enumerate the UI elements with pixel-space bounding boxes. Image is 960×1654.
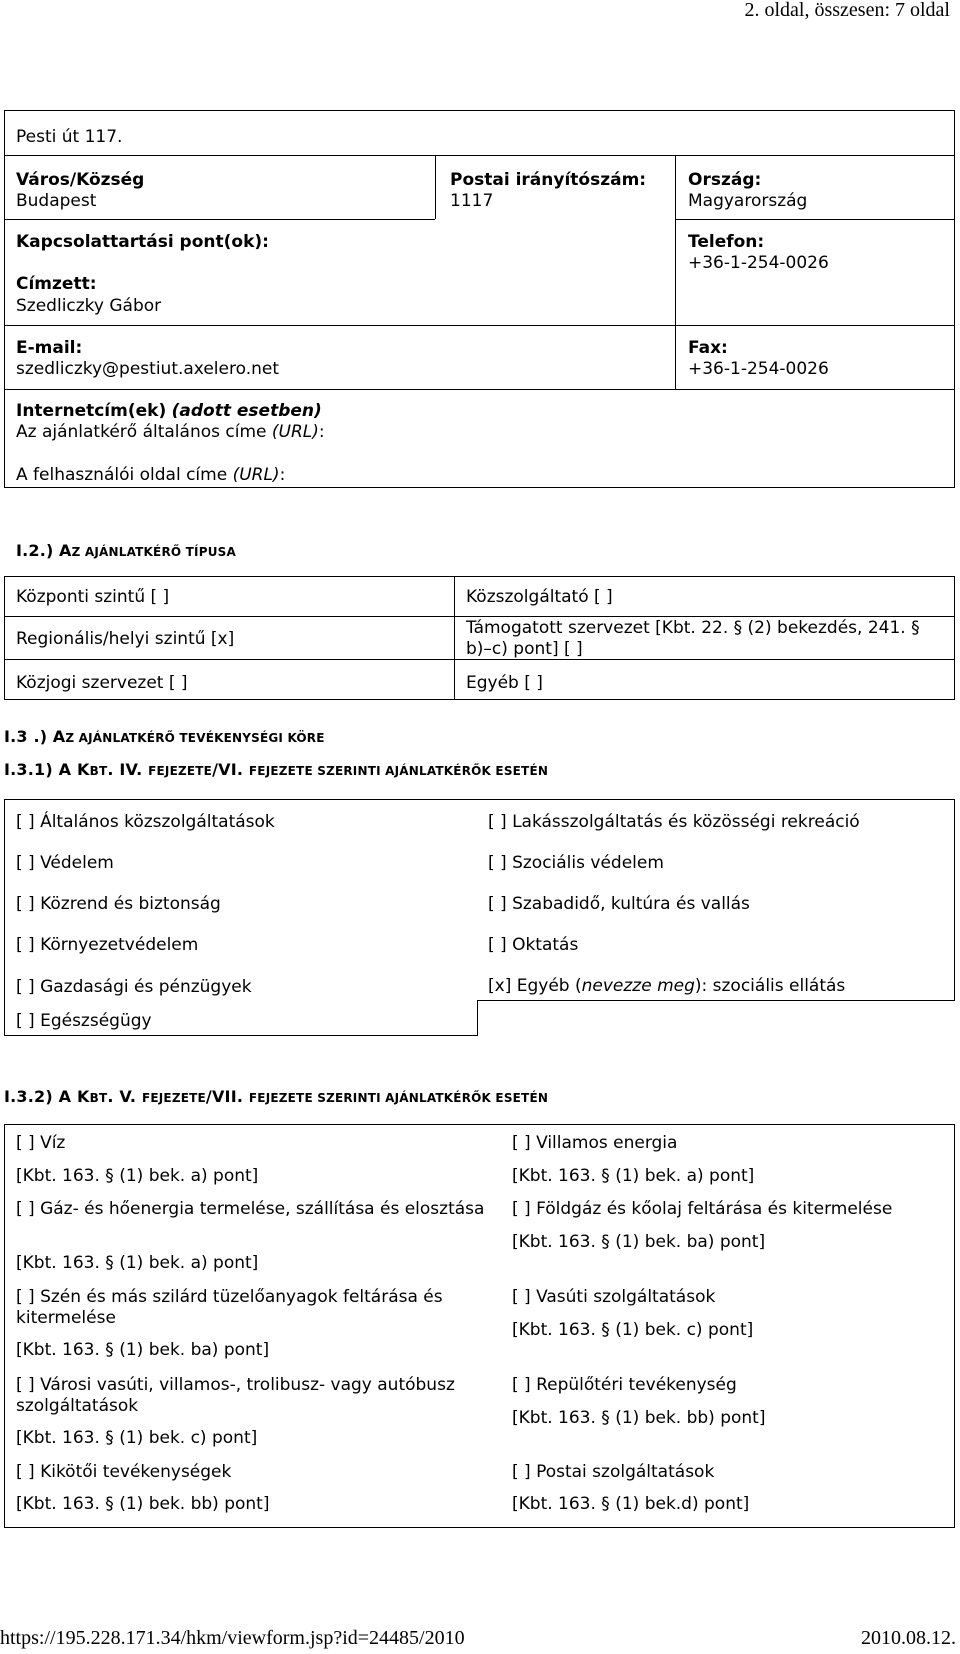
footer-url[interactable]: https://195.228.171.34/hkm/viewform.jsp?id=24485/2010 (0, 1627, 465, 1649)
addressee-label: Címzett: (16, 274, 97, 294)
section-i3-number: I.3 .) (4, 727, 48, 746)
city-label: Város/Község (16, 170, 145, 190)
activity-health: [ ] Egészségügy (16, 1011, 152, 1031)
page-number: 2. oldal, összesen: 7 oldal (744, 0, 950, 21)
utility-water: [ ] Víz (16, 1133, 66, 1153)
postal-value: 1117 (450, 191, 494, 211)
utility-postal-ref: [Kbt. 163. § (1) bek.d) pont] (512, 1494, 750, 1514)
section-i32-heading (4, 1087, 548, 1106)
i32-part-2: BT (89, 1091, 108, 1105)
utility-ports: [ ] Kikötői tevékenységek (16, 1462, 232, 1482)
utility-railway: [ ] Vasúti szolgáltatások (512, 1287, 716, 1307)
utility-railway-ref: [Kbt. 163. § (1) bek. c) pont] (512, 1320, 754, 1340)
utility-coal-ref: [Kbt. 163. § (1) bek. ba) pont] (16, 1340, 270, 1360)
type-utility: Közszolgáltató [ ] (466, 587, 613, 607)
utility-coal: [ ] Szén és más szilárd tüzelőanyagok feltárása és kitermelése (16, 1287, 443, 1328)
section-i2-number: I.2.) (16, 541, 54, 560)
i31-part-3: . IV. (107, 760, 149, 779)
i31-part-5: /VI. (212, 760, 249, 779)
utility-electricity-ref: [Kbt. 163. § (1) bek. a) pont] (512, 1166, 755, 1186)
internet-note: (adott esetben) (171, 401, 322, 421)
type-public-law: Közjogi szervezet [ ] (16, 673, 188, 693)
section-i3-title-initial: A (52, 727, 66, 746)
utility-water-ref: [Kbt. 163. § (1) bek. a) pont] (16, 1166, 259, 1186)
type-other: Egyéb [ ] (466, 673, 543, 693)
utility-oil-gas-ref: [Kbt. 163. § (1) bek. ba) pont] (512, 1232, 766, 1252)
section-i2-title-initial: A (59, 541, 72, 560)
utility-gas-heat: [ ] Gáz- és hőenergia termelése, szállítása és elosztása (16, 1199, 485, 1219)
fax-value: +36-1-254-0026 (688, 359, 829, 379)
user-url-prefix: A felhasználói oldal címe (16, 465, 228, 485)
activity-general: [ ] Általános közszolgáltatások (16, 812, 275, 832)
utility-gas-heat-ref: [Kbt. 163. § (1) bek. a) pont] (16, 1253, 259, 1273)
phone-value: +36-1-254-0026 (688, 253, 829, 273)
utility-airport-ref: [Kbt. 163. § (1) bek. bb) pont] (512, 1408, 766, 1428)
email-value[interactable]: szedliczky@pestiut.axelero.net (16, 359, 280, 379)
i32-part-1: I.3.2) A K (4, 1087, 90, 1106)
section-i2-title-rest: Z AJÁNLATKÉRŐ TÍPUSA (71, 545, 236, 559)
email-label: E-mail: (16, 338, 83, 358)
section-i3-title-rest: Z AJÁNLATKÉRŐ TEVÉKENYSÉGI KÖRE (65, 731, 325, 745)
utility-airport: [ ] Repülőtéri tevékenység (512, 1375, 737, 1395)
type-supported: Támogatott szervezet [Kbt. 22. § (2) bekezdés, 241. § b)–c) pont] [ ] (466, 618, 920, 659)
footer-date: 2010.08.12. (861, 1627, 956, 1649)
internet-label: Internetcím(ek) (16, 401, 167, 421)
activity-environment: [ ] Környezetvédelem (16, 935, 199, 955)
activity-public-order: [ ] Közrend és biztonság (16, 894, 221, 914)
country-label: Ország: (688, 170, 762, 190)
type-regional: Regionális/helyi szintű [x] (16, 629, 235, 649)
contact-points-label: Kapcsolattartási pont(ok): (16, 232, 269, 252)
user-url-word: (URL) (232, 465, 280, 485)
activity-social-protection: [ ] Szociális védelem (488, 853, 664, 873)
type-central: Központi szintű [ ] (16, 587, 170, 607)
i31-part-1: I.3.1) A K (4, 760, 90, 779)
i32-part-5: /VII. (205, 1087, 249, 1106)
section-i3-heading (4, 727, 325, 746)
section-i31-heading (4, 760, 548, 779)
i31-part-4: FEJEZETE (148, 764, 213, 778)
utility-postal: [ ] Postai szolgáltatások (512, 1462, 715, 1482)
activity-education: [ ] Oktatás (488, 935, 579, 955)
i31-part-2: BT (89, 764, 108, 778)
city-value: Budapest (16, 191, 97, 211)
general-url-prefix: Az ajánlatkérő általános címe (16, 422, 267, 442)
general-url-line: Az ajánlatkérő általános címe (URL): (16, 422, 325, 442)
fax-label: Fax: (688, 338, 728, 358)
i31-part-6: FEJEZETE SZERINTI AJÁNLATKÉRŐK ESETÉN (248, 764, 549, 778)
activity-other-suffix: ): szociális ellátás (694, 976, 846, 996)
utility-urban-transport: [ ] Városi vasúti, villamos-, trolibusz- vagy autóbusz szolgáltatások (16, 1375, 455, 1416)
section-i2-heading (16, 541, 236, 560)
utility-urban-transport-ref: [Kbt. 163. § (1) bek. c) pont] (16, 1428, 258, 1448)
utility-ports-ref: [Kbt. 163. § (1) bek. bb) pont] (16, 1494, 270, 1514)
activity-other-prefix: [x] Egyéb ( (488, 976, 582, 996)
activity-other (488, 976, 845, 997)
activity-defence: [ ] Védelem (16, 853, 114, 873)
i32-part-6: FEJEZETE SZERINTI AJÁNLATKÉRŐK ESETÉN (248, 1091, 549, 1105)
address: Pesti út 117. (16, 127, 123, 147)
utility-oil-gas: [ ] Földgáz és kőolaj feltárása és kitermelése (512, 1199, 893, 1219)
activity-housing: [ ] Lakásszolgáltatás és közösségi rekreáció (488, 812, 860, 832)
internet-heading (16, 401, 322, 422)
addressee-value: Szedliczky Gábor (16, 296, 162, 316)
activity-recreation: [ ] Szabadidő, kultúra és vallás (488, 894, 750, 914)
user-url-line: A felhasználói oldal címe (URL): (16, 465, 286, 485)
activity-economy: [ ] Gazdasági és pénzügyek (16, 977, 252, 997)
activity-other-italic: nevezze meg (581, 976, 695, 996)
i32-part-4: FEJEZETE (141, 1091, 206, 1105)
postal-label: Postai irányítószám: (450, 170, 647, 190)
country-value: Magyarország (688, 191, 808, 211)
utility-electricity: [ ] Villamos energia (512, 1133, 678, 1153)
phone-label: Telefon: (688, 232, 765, 252)
i32-part-3: . V. (107, 1087, 142, 1106)
general-url-word: (URL) (271, 422, 319, 442)
